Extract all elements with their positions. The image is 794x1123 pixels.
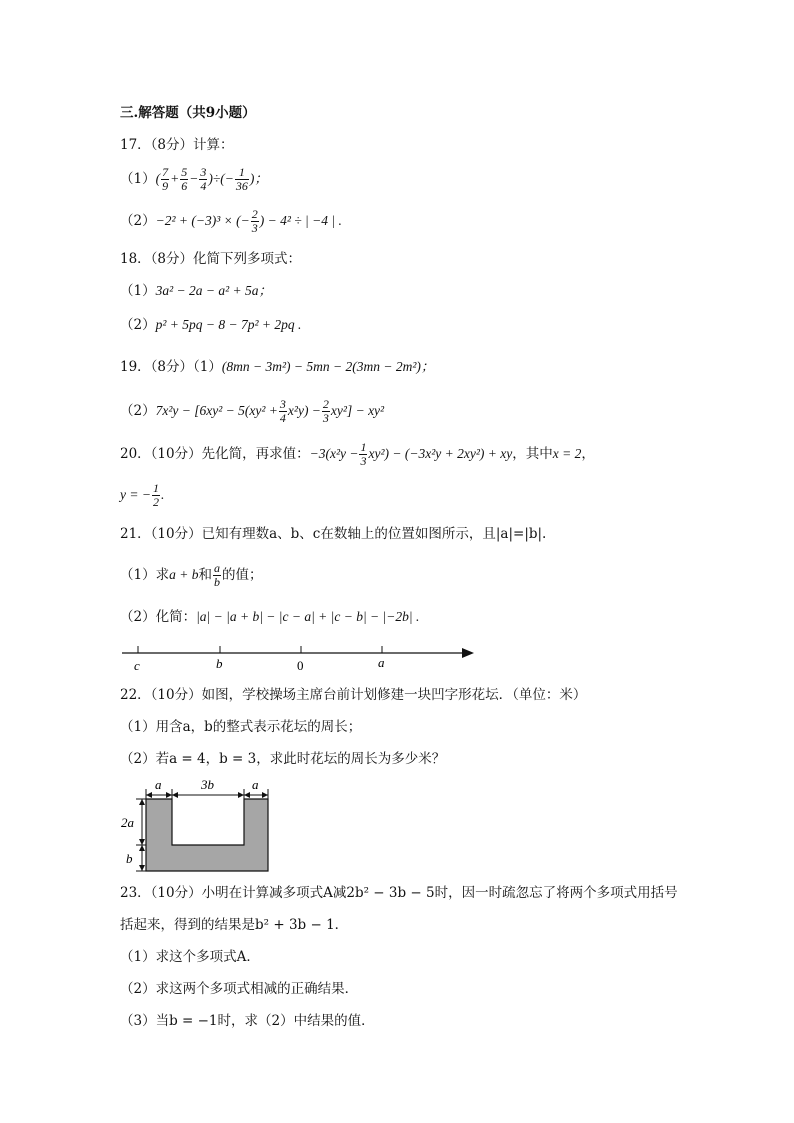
number-line — [118, 640, 478, 676]
flowerbed-figure — [118, 775, 278, 875]
q18-p1-expr: 3a² − 2a − a² + 5a； — [155, 283, 273, 298]
q20-frac-2 — [152, 482, 160, 509]
label-3b: 3b — [201, 777, 214, 792]
q18-p1-label: （1） — [120, 283, 156, 299]
q20-expr-seg: −3(x²y − — [309, 446, 359, 461]
frac-num: 2 — [251, 207, 258, 221]
q23-part2: （2）求这两个多项式相减的正确结果． — [120, 981, 359, 997]
q18-stem: 18．（8分）化简下列多项式： — [120, 251, 302, 267]
q20-line2 — [120, 482, 164, 509]
label-a: a — [378, 655, 385, 670]
q21-p1-label: （1）求 — [120, 567, 170, 583]
q18-p2-label: （2） — [120, 317, 156, 333]
q21-p1-tail: 的值； — [221, 567, 263, 583]
q17-p2-seg: −2² + (−3)³ × (− — [155, 213, 250, 228]
frac-num: a — [213, 561, 220, 575]
frac-num: 1 — [152, 481, 159, 495]
arrow-head — [166, 792, 172, 798]
arrow-head — [172, 792, 178, 798]
q20-y-seg: y = − — [120, 487, 151, 502]
q17-frac-2 — [180, 166, 188, 193]
frac-den: 6 — [181, 179, 188, 193]
label-c: c — [134, 658, 140, 673]
q23-stem2: 括起来，得到的结果是b² + 3b − 1． — [120, 917, 349, 933]
q23-stem: 23．（10分）小明在计算减多项式A减2b² − 3b − 5时，因一时疏忽忘了将两个多项式用括号 — [120, 885, 678, 901]
q19-stem: 19．（8分）（1） — [120, 359, 222, 375]
label-a-left: a — [155, 777, 162, 792]
frac-den: 4 — [279, 411, 286, 425]
q20-tail: ，其中 — [512, 446, 553, 462]
q19-frac-2 — [322, 398, 330, 425]
arrow-head — [244, 792, 250, 798]
q17-p1-seg: )÷(− — [208, 171, 234, 186]
u-shape — [146, 799, 268, 871]
q20-stem: 20．（10分）先化简，再求值： — [120, 446, 310, 462]
q19-p2-seg: x²y) − — [287, 403, 321, 418]
q18-part2 — [120, 316, 301, 334]
q21-p2-label: （2）化简： — [120, 609, 197, 625]
q21-p1-and: 和 — [198, 567, 212, 583]
q19-p2-label: （2） — [120, 403, 156, 419]
frac-den: 3 — [360, 454, 367, 468]
q17-p1-seg: ( — [155, 171, 161, 186]
frac-num: 2 — [322, 397, 329, 411]
q20-comma: ， — [581, 446, 595, 462]
arrow-head — [238, 792, 244, 798]
q21-part2 — [120, 608, 419, 626]
frac-den: 4 — [200, 179, 207, 193]
q20-y-seg: . — [160, 487, 165, 502]
label-a-right: a — [252, 777, 259, 792]
q20-frac-1 — [359, 441, 367, 468]
q17-p1-seg: − — [189, 171, 199, 186]
q21-frac — [213, 562, 221, 589]
q17-p2-label: （2） — [120, 213, 156, 229]
q19-p1-expr: (8mn − 3m²) − 5mn − 2(3mn − 2m²)； — [221, 359, 435, 374]
arrow-head — [139, 839, 145, 845]
label-2a: 2a — [121, 815, 134, 830]
q18-part1 — [120, 282, 272, 300]
q17-frac-5 — [251, 208, 259, 235]
label-0: 0 — [297, 658, 304, 673]
label-b-side: b — [126, 851, 133, 866]
section-title: 三.解答题（共9小题） — [120, 105, 256, 121]
q17-stem: 17．（8分）计算： — [120, 137, 234, 153]
frac-den: 9 — [162, 179, 169, 193]
q21-stem: 21．（10分）已知有理数a、b、c在数轴上的位置如图所示，且|a|=|b|. — [120, 526, 547, 542]
arrow-head — [146, 792, 152, 798]
q17-frac-1 — [161, 166, 169, 193]
q19-p2-seg: xy²] − xy² — [330, 403, 385, 418]
frac-num: 1 — [360, 440, 367, 454]
q19-frac-1 — [279, 398, 287, 425]
q22-part1: （1）用含a，b的整式表示花坛的周长； — [120, 719, 362, 735]
frac-num: 3 — [279, 397, 286, 411]
arrow-head — [139, 865, 145, 871]
arrow-head — [139, 799, 145, 805]
frac-num: 7 — [162, 165, 169, 179]
q17-p2-seg: ) − 4² ÷ | −4 | . — [259, 213, 342, 228]
q19-part1 — [120, 358, 434, 376]
q23-part3: （3）当b = −1时，求（2）中结果的值． — [120, 1013, 375, 1029]
frac-den: b — [213, 575, 220, 589]
q20-line1 — [120, 441, 595, 468]
q18-p2-expr: p² + 5pq − 8 − 7p² + 2pq . — [155, 317, 302, 332]
q21-part1 — [120, 562, 262, 589]
q19-part2 — [120, 398, 384, 425]
axis-arrow — [462, 648, 474, 658]
frac-num: 5 — [181, 165, 188, 179]
q20-expr-seg: xy²) − (−3x²y + 2xy²) + xy — [368, 446, 513, 461]
q17-p1-label: （1） — [120, 171, 156, 187]
q21-p2-expr: |a| − |a + b| − |c − a| + |c − b| − |−2b| . — [196, 609, 420, 624]
q17-frac-4 — [235, 166, 249, 193]
label-b: b — [216, 656, 223, 671]
frac-den: 2 — [152, 495, 159, 509]
arrow-head — [139, 845, 145, 851]
q22-stem: 22．（10分）如图，学校操场主席台前计划修建一块凹字形花坛．（单位：米） — [120, 687, 587, 703]
frac-den: 3 — [251, 221, 258, 235]
q17-frac-3 — [199, 166, 207, 193]
q23-part1: （1）求这个多项式A． — [120, 949, 260, 965]
q17-p1-seg: )； — [249, 171, 268, 186]
q20-xval: x = 2 — [552, 446, 582, 461]
q17-part1 — [120, 166, 268, 193]
frac-num: 3 — [200, 165, 207, 179]
frac-den: 36 — [235, 179, 248, 193]
q19-p2-seg: 7x²y − [6xy² − 5(xy² + — [155, 403, 278, 418]
q21-p1-expr: a + b — [169, 567, 199, 582]
q17-part2 — [120, 208, 342, 235]
q22-part2: （2）若a = 4，b = 3，求此时花坛的周长为多少米？ — [120, 751, 446, 767]
q17-p1-seg: + — [170, 171, 180, 186]
frac-den: 3 — [322, 411, 329, 425]
arrow-head — [262, 792, 268, 798]
frac-num: 1 — [235, 166, 249, 180]
